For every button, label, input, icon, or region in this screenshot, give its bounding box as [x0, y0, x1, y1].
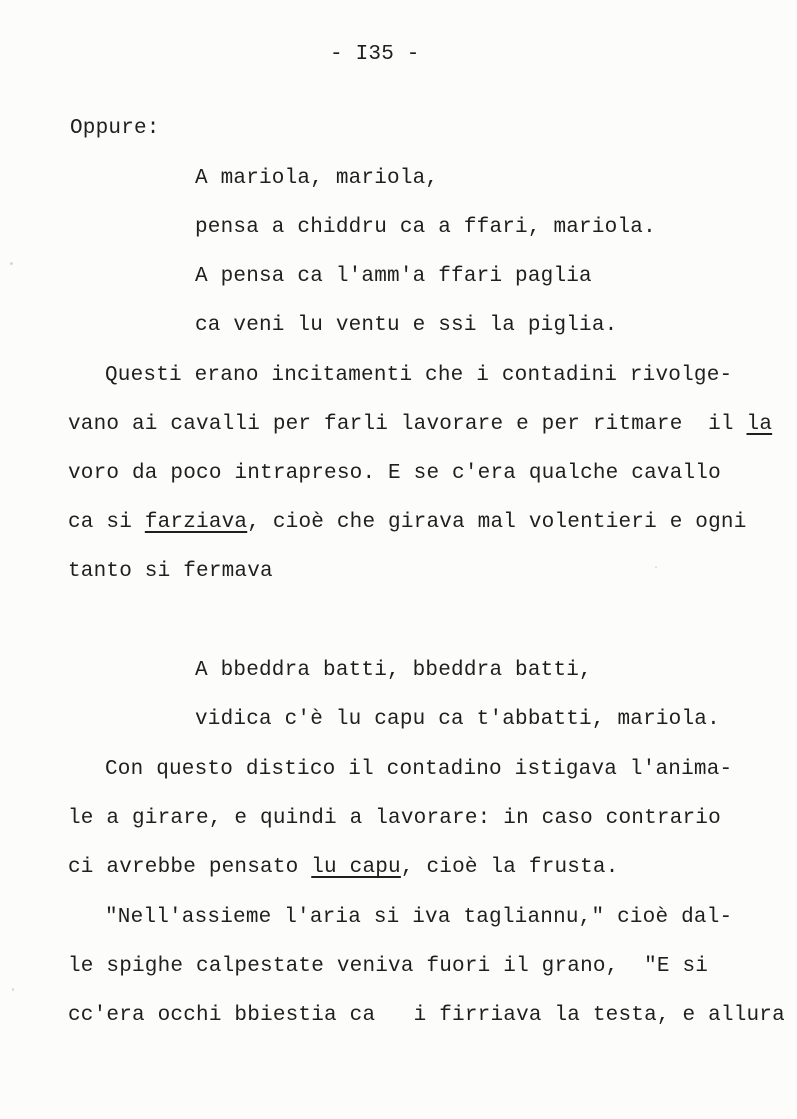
paper-speck — [12, 988, 14, 991]
verse-line: A bbeddra batti, bbeddra batti, — [195, 659, 592, 682]
verse-line: vidica c'è lu capu ca t'abbatti, mariola. — [195, 708, 720, 731]
text-line: le spighe calpestate veniva fuori il grano, "E si — [68, 955, 709, 978]
text-run: vano ai cavalli per farli lavorare e per ritmare il — [68, 413, 747, 436]
text-line — [68, 855, 619, 881]
text-line — [68, 510, 747, 536]
verse-line: A pensa ca l'amm'a ffari paglia — [195, 265, 592, 288]
paper-speck — [655, 566, 657, 568]
underlined-word: farziava — [144, 511, 248, 534]
text-run: ca si — [68, 511, 145, 534]
paper-speck — [10, 262, 13, 265]
text-run: , cioè che girava mal volentieri e ogni — [247, 511, 747, 534]
text-run: ci avrebbe pensato — [68, 856, 312, 879]
verse-line: ca veni lu ventu e ssi la piglia. — [195, 314, 618, 337]
text-line: voro da poco intrapreso. E se c'era qualche cavallo — [68, 462, 721, 485]
text-run: , cioè la frusta. — [400, 856, 619, 879]
text-line: Oppure: — [70, 117, 160, 140]
text-line: le a girare, e quindi a lavorare: in caso contrario — [68, 807, 721, 830]
text-line: "Nell'assieme l'aria si iva tagliannu," cioè dal- — [105, 906, 733, 929]
verse-line: A mariola, mariola, — [195, 167, 439, 190]
underlined-word: la — [746, 413, 773, 436]
text-line: cc'era occhi bbiestia ca i firriava la testa, e allura — [68, 1004, 785, 1027]
verse-line: pensa a chiddru ca a ffari, mariola. — [195, 216, 656, 239]
text-line: tanto si fermava — [68, 560, 273, 583]
text-line: Questi erano incitamenti che i contadini rivolge- — [105, 364, 733, 387]
underlined-word: lu capu — [311, 856, 401, 879]
page-number: - I35 - — [330, 43, 420, 66]
text-line — [68, 412, 772, 438]
text-line: Con questo distico il contadino istigava l'anima- — [105, 758, 733, 781]
